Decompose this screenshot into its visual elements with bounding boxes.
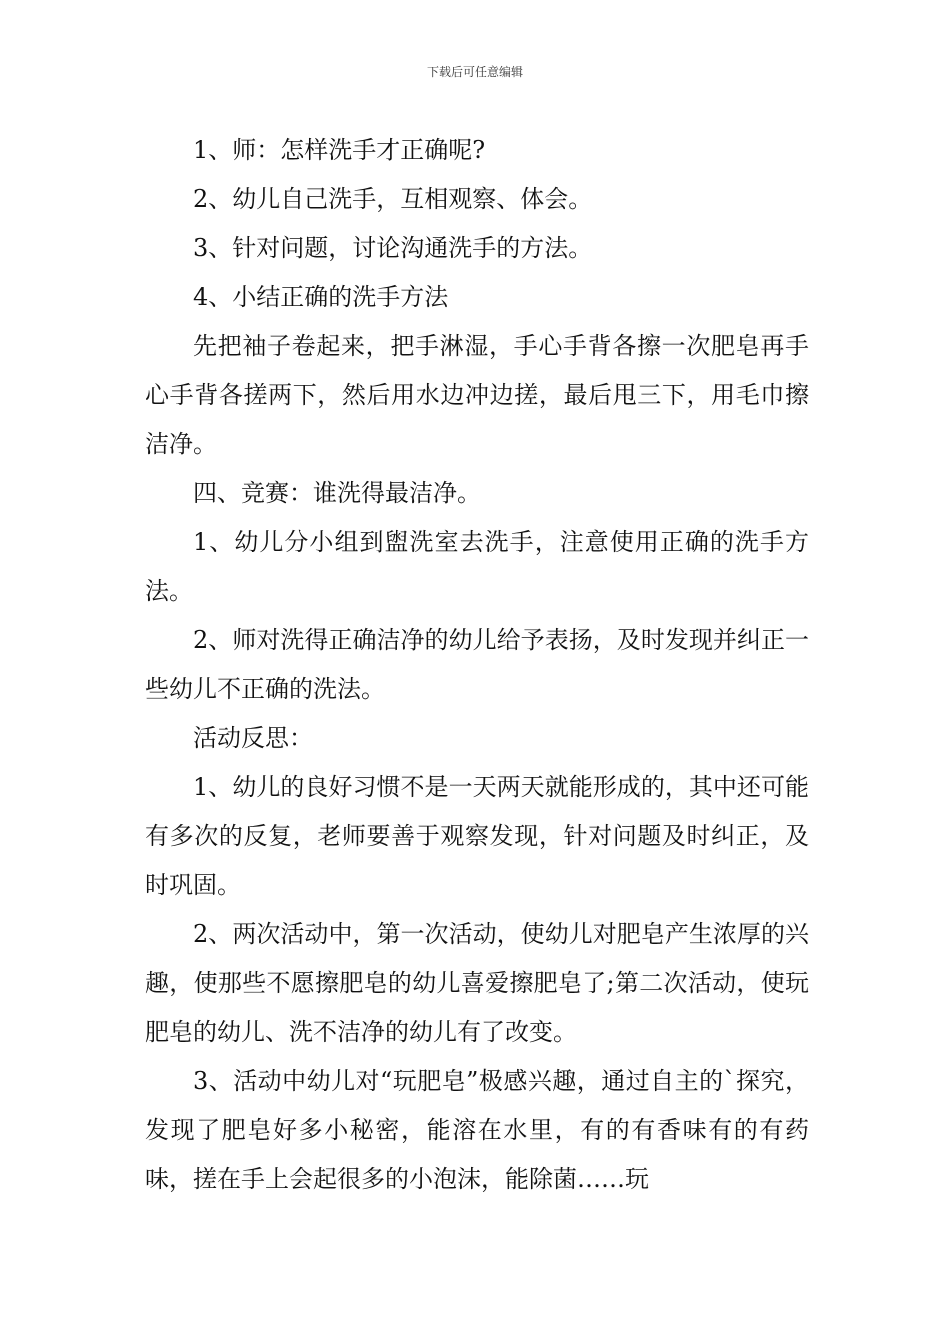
paragraph-step-4: 4、小结正确的洗手方法 (193, 283, 449, 311)
paragraph-reflection-1: 1、幼儿的良好习惯不是一天两天就能形成的，其中还可能有多次的反复，老师要善于观察发现，针对问题及时纠正，及时巩固。 (145, 773, 809, 899)
page-header: 下载后可任意编辑 (426, 65, 523, 79)
paragraph-competition-2: 2、师对洗得正确洁净的幼儿给予表扬，及时发现并纠正一些幼儿不正确的洗法。 (145, 626, 809, 703)
paragraph-step-3: 3、针对问题，讨论沟通洗手的方法。 (193, 234, 593, 262)
paragraph-method: 先把袖子卷起来，把手淋湿，手心手背各擦一次肥皂再手心手背各搓两下，然后用水边冲边搓，最后甩三下，用毛巾擦洁净。 (145, 332, 809, 458)
section-heading-reflection: 活动反思： (193, 724, 313, 752)
paragraph-step-2: 2、幼儿自己洗手，互相观察、体会。 (193, 185, 593, 213)
paragraph-reflection-2: 2、两次活动中，第一次活动，使幼儿对肥皂产生浓厚的兴趣，使那些不愿擦肥皂的幼儿喜爱擦肥皂了;第二次活动，使玩肥皂的幼儿、洗不洁净的幼儿有了改变。 (145, 920, 809, 1046)
section-heading-competition: 四、竞赛：谁洗得最洁净。 (193, 479, 481, 507)
document-body (145, 126, 809, 1204)
paragraph-reflection-3: 3、活动中幼儿对“玩肥皂”极感兴趣，通过自主的`探究，发现了肥皂好多小秘密，能溶在水里，有的有香味有的有药味，搓在手上会起很多的小泡沫，能除菌……玩 (145, 1067, 809, 1193)
paragraph-competition-1: 1、幼儿分小组到盥洗室去洗手，注意使用正确的洗手方法。 (145, 528, 809, 605)
paragraph-step-1: 1、师：怎样洗手才正确呢? (193, 136, 486, 164)
